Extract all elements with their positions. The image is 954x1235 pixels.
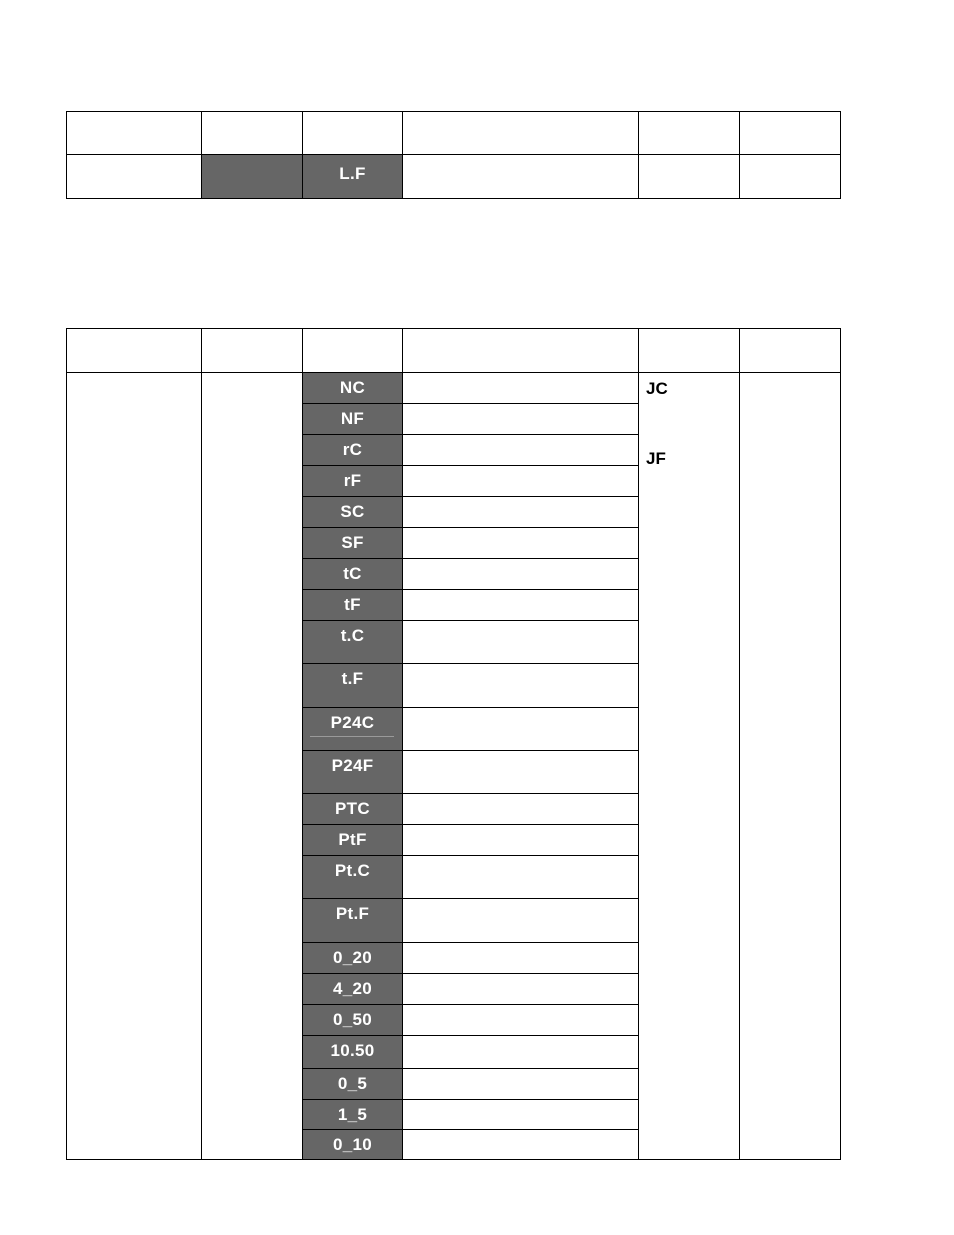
code-label: 0_50: [332, 1010, 373, 1029]
header-cell: [638, 111, 739, 154]
code-label: rC: [342, 440, 363, 459]
code-label: SC: [340, 502, 365, 521]
description-cell: [402, 1129, 638, 1160]
code-row: [66, 824, 841, 855]
code-label: Pt.F: [335, 904, 370, 923]
description-cell: [402, 1004, 638, 1035]
code-label: P24F: [331, 756, 374, 775]
code-label: 0_5: [337, 1074, 368, 1093]
table-cell: [739, 154, 841, 199]
description-cell: [402, 465, 638, 496]
code-row: [66, 1099, 841, 1129]
description-cell: [402, 942, 638, 973]
code-cell: [302, 1004, 402, 1035]
description-cell: [402, 1099, 638, 1129]
code-cell: [302, 707, 402, 750]
description-cell: [402, 824, 638, 855]
code-cell: [302, 589, 402, 620]
code-cell: [302, 663, 402, 707]
code-label: tC: [343, 564, 362, 583]
table-cell: [402, 154, 638, 199]
code-label: 10.50: [330, 1041, 375, 1060]
code-row: [66, 620, 841, 663]
code-label: PTC: [335, 799, 370, 818]
code-label: PtF: [338, 830, 367, 849]
code-label: NC: [339, 378, 366, 397]
code-label: Pt.C: [334, 861, 371, 880]
description-cell: [402, 1035, 638, 1068]
description-cell: [402, 620, 638, 663]
code-cell: [302, 620, 402, 663]
header-cell: [201, 111, 302, 154]
code-row: [66, 1035, 841, 1068]
code-row: [66, 434, 841, 465]
code-cell: [302, 750, 402, 793]
code-cell: [302, 465, 402, 496]
code-label: P24C: [330, 713, 375, 732]
table-cell-shaded: [201, 154, 302, 199]
code-cell: [302, 558, 402, 589]
code-row: [66, 589, 841, 620]
note-jc: JC: [646, 379, 668, 398]
table-2-header-row: [66, 328, 841, 372]
description-cell: [402, 589, 638, 620]
code-row: [66, 527, 841, 558]
code-label: 1_5: [337, 1105, 368, 1124]
code-row: [66, 1068, 841, 1099]
header-cell: [201, 328, 302, 372]
code-cell: [302, 372, 402, 403]
description-cell: [402, 663, 638, 707]
code-cell: [302, 898, 402, 942]
code-label: tF: [344, 595, 361, 614]
description-cell: [402, 750, 638, 793]
code-cell: [302, 1068, 402, 1099]
code-cell: [302, 1035, 402, 1068]
table-cell: [66, 154, 201, 199]
code-cell: [302, 855, 402, 898]
description-cell: [402, 1068, 638, 1099]
code-row: [66, 750, 841, 793]
note-jf: JF: [646, 449, 666, 468]
header-cell: [402, 328, 638, 372]
description-cell: [402, 403, 638, 434]
code-row: [66, 558, 841, 589]
code-label: t.C: [340, 626, 365, 645]
code-cell: [302, 434, 402, 465]
code-cell: [302, 824, 402, 855]
description-cell: [402, 855, 638, 898]
code-row: [66, 898, 841, 942]
separator-line: [310, 736, 394, 737]
code-row: [66, 372, 841, 403]
description-cell: [402, 898, 638, 942]
description-cell: [402, 558, 638, 589]
code-cell: [302, 154, 402, 199]
code-cell: [302, 942, 402, 973]
header-cell: [66, 328, 201, 372]
table-1-row: [66, 154, 841, 199]
table-cell: [638, 154, 739, 199]
description-cell: [402, 496, 638, 527]
code-cell: [302, 973, 402, 1004]
description-cell: [402, 527, 638, 558]
code-label: L.F: [339, 164, 366, 183]
description-cell: [402, 434, 638, 465]
description-cell: [402, 707, 638, 750]
header-cell: [66, 111, 201, 154]
code-label: 4_20: [332, 979, 373, 998]
code-row: [66, 942, 841, 973]
code-row: [66, 793, 841, 824]
code-label: rF: [343, 471, 362, 490]
code-label: NF: [340, 409, 365, 428]
code-cell: [302, 403, 402, 434]
code-row: [66, 465, 841, 496]
code-cell: [302, 1099, 402, 1129]
code-row: [66, 663, 841, 707]
code-label: 0_10: [332, 1135, 373, 1154]
code-row: [66, 707, 841, 750]
header-cell: [739, 111, 841, 154]
code-cell: [302, 1129, 402, 1160]
code-cell: [302, 527, 402, 558]
code-row: [66, 403, 841, 434]
code-row: [66, 1004, 841, 1035]
code-row: [66, 855, 841, 898]
description-cell: [402, 372, 638, 403]
code-cell: [302, 793, 402, 824]
description-cell: [402, 793, 638, 824]
header-cell: [739, 328, 841, 372]
description-cell: [402, 973, 638, 1004]
code-label: 0_20: [332, 948, 373, 967]
header-cell: [302, 111, 402, 154]
code-label: SF: [341, 533, 364, 552]
table-2: [66, 328, 841, 1160]
header-cell: [402, 111, 638, 154]
table-1: [66, 111, 841, 199]
header-cell: [638, 328, 739, 372]
header-cell: [302, 328, 402, 372]
code-row: [66, 496, 841, 527]
code-row: [66, 1129, 841, 1160]
code-cell: [302, 496, 402, 527]
code-label: t.F: [341, 669, 364, 688]
code-row: [66, 973, 841, 1004]
table-1-header-row: [66, 111, 841, 154]
